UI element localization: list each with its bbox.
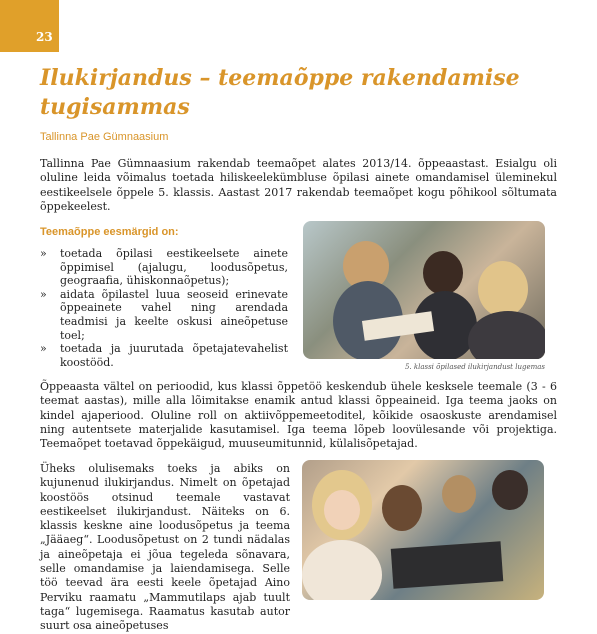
list-item: » toetada õpilasi eestikeelsete ainete õppimisel (ajalugu, loodusõpetus, geograafia, ühiskonnaõpetus);	[40, 247, 288, 288]
students-reading-photo	[303, 221, 545, 359]
intro-paragraph: Tallinna Pae Gümnaasium rakendab teemaõpet alates 2013/14. õppeaastast. Esialgu oli oluline leida võimalus toetada hiliskeelekümbluse õpilasi ainete omandamisel üleminekul eestikeelsele õppele 5. klassis. Aastast 2017 rakendab teemaõpet kogu põhikool sõltumata õppekeelest.	[40, 157, 557, 213]
body-paragraph: Õppeaasta vältel on perioodid, kus klassi õppetöö keskendub ühele kesksele teemale (3 - 6 teemat aastas), mille alla lõimitakse enamik antud klassi õppeaineid. Iga teema jaoks on kindel ajaperiood. Oluline roll on aktiivõppemeetoditel, kõikide osaoskuste arendamisel ning autentsete materjalide kasutamisel. Iga teema lõpeb loovülesande või projektiga. Teemaõpet toetavad õppekäigud, muuseumitunnid, külalisõpetajad.	[40, 380, 557, 451]
page-number: 23	[0, 0, 59, 52]
goals-heading: Teemaõppe eesmärgid on:	[40, 226, 179, 238]
students-chess-photo	[302, 460, 544, 600]
bullet-marker: »	[40, 247, 47, 260]
list-item: » aidata õpilastel luua seoseid erinevate õppeainete vahel ning arendada teadmisi ja keelte oskusi aineõpetuse toel;	[40, 287, 288, 342]
article-title: Ilukirjandus – teemaõppe rakendamise tugisammas	[40, 65, 520, 120]
photo-caption: 5. klassi õpilased ilukirjandust lugemas	[404, 363, 545, 371]
school-name: Tallinna Pae Gümnaasium	[40, 131, 169, 143]
list-item: » toetada ja juurutada õpetajatevahelist koostööd.	[40, 342, 288, 369]
goals-list	[40, 247, 288, 369]
bullet-marker: »	[40, 287, 47, 301]
body-paragraph: Üheks olulisemaks toeks ja abiks on kujunenud ilukirjandus. Nimelt on õpetajad koostöös otsinud teemale vastavat eestikeelset ilukirjandust. Näiteks on 6. klassis keskne aine loodusõpetus ja teema „Jääaeg“. Loodusõpetust on 2 tundi nädalas ja aineõpetaja ei jõua tegeleda sõnavara, selle omandamise ja laiendamisega. Selle töö teevad ära eesti keele õpetajad Aino Perviku raamatu „Mammutilaps ajab tuult taga“ lugemisega. Raamatus kasutab autor suurt osa aineõpetuses	[40, 462, 290, 633]
bullet-marker: »	[40, 342, 47, 356]
